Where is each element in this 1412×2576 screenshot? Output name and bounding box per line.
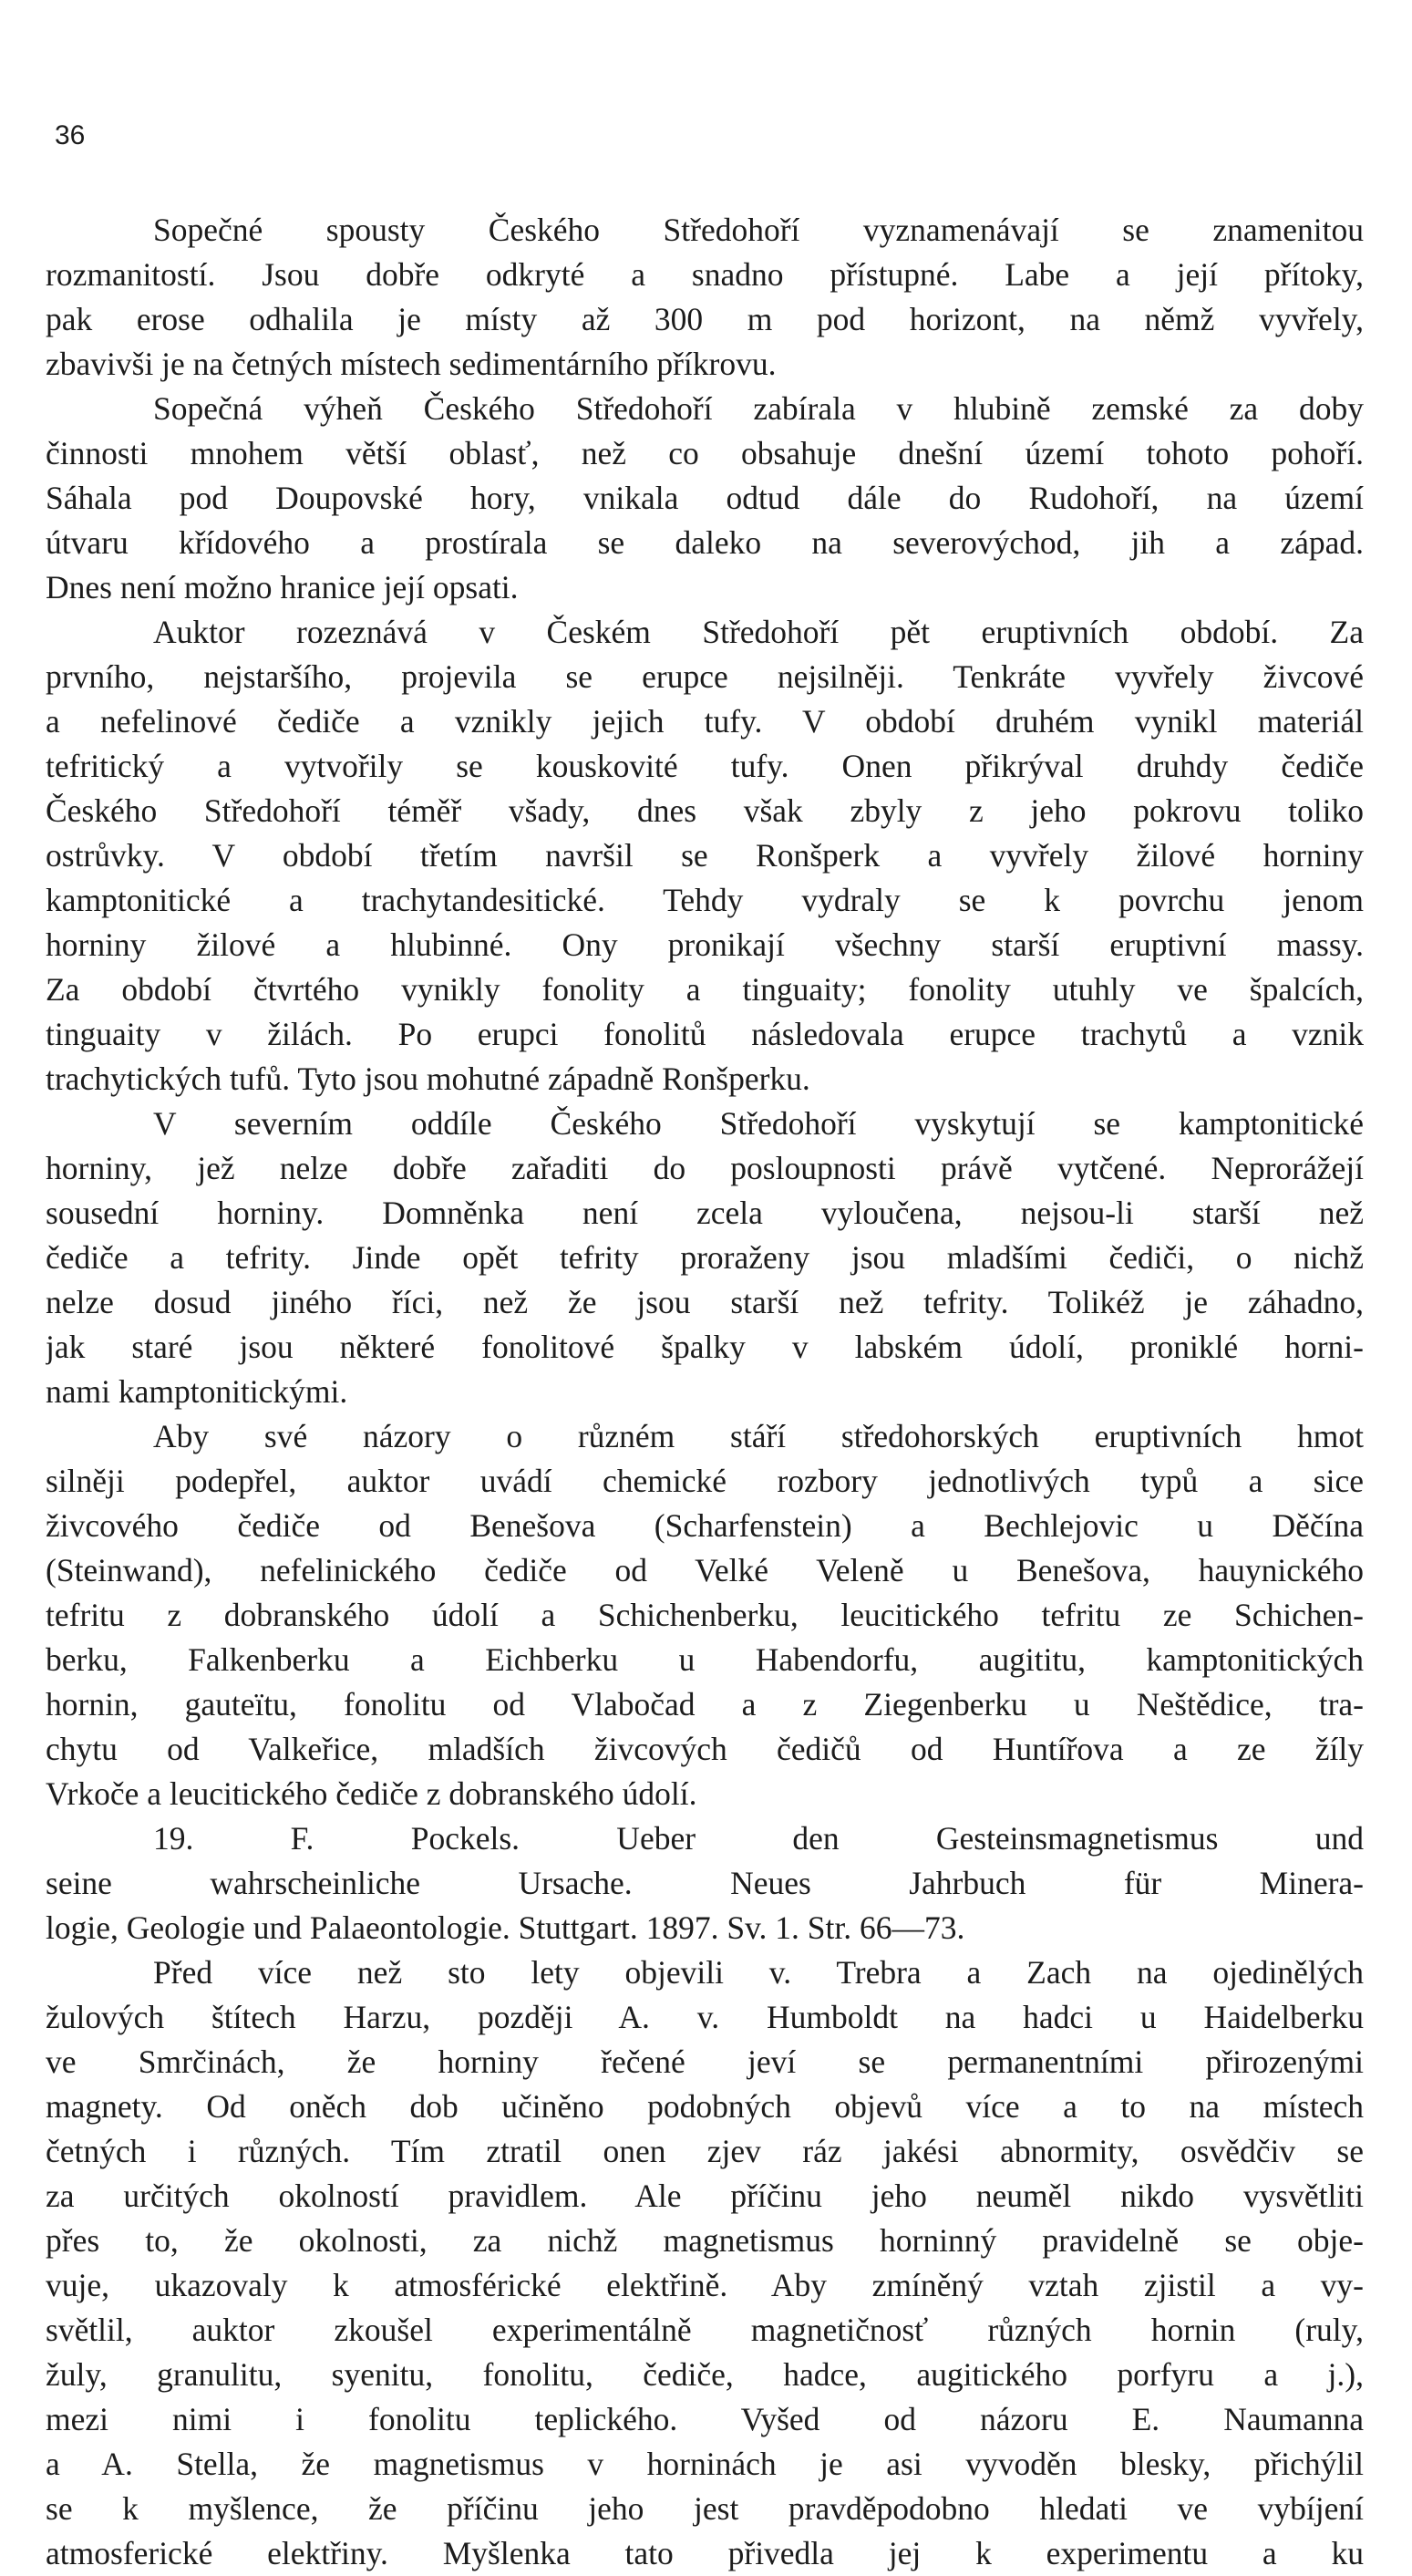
text-line: V severním oddíle Českého Středohoří vyskytují se kamptonitické [153, 1105, 1364, 1142]
text-line: Před více než sto lety objevili v. Trebra a Zach na ojedinělých [153, 1954, 1364, 1991]
text-line: a nefelinové čediče a vznikly jejich tufy. V období druhém vynikl materiál [46, 703, 1364, 740]
text-line: živcového čediče od Benešova (Scharfenstein) a Bechlejovic u Děčína [46, 1507, 1364, 1544]
text-line: činnosti mnohem větší oblasť, než co obsahuje dnešní území tohoto pohoří. [46, 435, 1364, 471]
text-line: útvaru křídového a prostírala se daleko na severovýchod, jih a západ. [46, 524, 1364, 561]
text-line: jak staré jsou některé fonolitové špalky v labském údolí, proniklé horni- [46, 1329, 1364, 1365]
text-line: žulových štítech Harzu, později A. v. Humboldt na hadci u Haidelberku [46, 1999, 1364, 2035]
text-line: sousední horniny. Domněnka není zcela vyloučena, nejsou-li starší než [46, 1195, 1364, 1231]
text-line: nelze dosud jiného říci, než že jsou starší než tefrity. Tolikéž je záhadno, [46, 1284, 1364, 1320]
text-line: magnety. Od oněch dob učiněno podobných objevů více a to na místech [46, 2088, 1364, 2125]
text-line: Sopečné spousty Českého Středohoří vyznamenávají se znamenitou [153, 212, 1364, 248]
text-line: trachytických tufů. Tyto jsou mohutné západně Ronšperku. [46, 1060, 810, 1097]
text-line: tefritický a vytvořily se kouskovité tufy. Onen přikrýval druhdy čediče [46, 748, 1364, 784]
text-line: zbavivši je na četných místech sedimentárního příkrovu. [46, 346, 777, 382]
text-line: nami kamptonitickými. [46, 1373, 348, 1410]
text-line: mezi nimi i fonolitu teplického. Vyšed od názoru E. Naumanna [46, 2401, 1364, 2437]
body-text [46, 208, 1364, 2576]
text-line: vuje, ukazovaly k atmosférické elektřině. Aby zmíněný vztah zjistil a vy- [46, 2267, 1364, 2303]
text-line: ostrůvky. V období třetím navršil se Ronšperk a vyvřely žilové horniny [46, 837, 1364, 874]
text-line: horniny, jež nelze dobře zařaditi do posloupnosti právě vytčené. Neprorážejí [46, 1150, 1364, 1186]
text-line: tinguaity v žilách. Po erupci fonolitů následovala erupce trachytů a vznik [46, 1016, 1364, 1052]
text-line: horniny žilové a hlubinné. Ony pronikají všechny starší eruptivní massy. [46, 926, 1364, 963]
text-line: Za období čtvrtého vynikly fonolity a tinguaity; fonolity utuhly ve špalcích, [46, 971, 1364, 1008]
text-line: ve Smrčinách, že horniny řečené jeví se permanentními přirozenými [46, 2043, 1364, 2080]
text-line: Vrkoče a leucitického čediče z dobranského údolí. [46, 1775, 697, 1812]
text-line: 19. F. Pockels. Ueber den Gesteinsmagnetismus und [153, 1820, 1364, 1857]
text-line: seine wahrscheinliche Ursache. Neues Jahrbuch für Minera- [46, 1865, 1364, 1901]
text-line: za určitých okolností pravidlem. Ale příčinu jeho neuměl nikdo vysvětliti [46, 2178, 1364, 2214]
text-line: a A. Stella, že magnetismus v horninách je asi vyvoděn blesky, přichýlil [46, 2446, 1364, 2482]
text-line: čediče a tefrity. Jinde opět tefrity proraženy jsou mladšími čediči, o nichž [46, 1239, 1364, 1276]
text-line: kamptonitické a trachytandesitické. Tehdy vydraly se k povrchu jenom [46, 882, 1364, 918]
text-line: silněji podepřel, auktor uvádí chemické rozbory jednotlivých typů a sice [46, 1463, 1364, 1499]
text-line: hornin, gauteïtu, fonolitu od Vlabočad a z Ziegenberku u Neštědice, tra- [46, 1686, 1364, 1723]
text-line: (Steinwand), nefelinického čediče od Velké Veleně u Benešova, hauynického [46, 1552, 1364, 1588]
text-line: chytu od Valkeřice, mladších živcových čedičů od Huntířova a ze žíly [46, 1731, 1364, 1767]
text-line: Českého Středohoří téměř všady, dnes však zbyly z jeho pokrovu toliko [46, 792, 1364, 829]
text-line: Auktor rozeznává v Českém Středohoří pět eruptivních období. Za [153, 614, 1364, 650]
text-line: Dnes není možno hranice její opsati. [46, 569, 519, 605]
text-line: světlil, auktor zkoušel experimentálně magnetičnosť různých hornin (ruly, [46, 2312, 1364, 2348]
text-line: pak erose odhalila je místy až 300 m pod horizont, na němž vyvřely, [46, 301, 1364, 337]
text-line: rozmanitostí. Jsou dobře odkryté a snadno přístupné. Labe a její přítoky, [46, 256, 1364, 293]
text-line: berku, Falkenberku a Eichberku u Habendorfu, augititu, kamptonitických [46, 1641, 1364, 1678]
text-line: Sáhala pod Doupovské hory, vnikala odtud dále do Rudohoří, na území [46, 480, 1364, 516]
text-line: Sopečná výheň Českého Středohoří zabírala v hlubině zemské za doby [153, 390, 1364, 427]
text-line: se k myšlence, že příčinu jeho jest pravděpodobno hledati ve vybíjení [46, 2490, 1364, 2527]
text-line: četných i různých. Tím ztratil onen zjev ráz jakési abnormity, osvědčiv se [46, 2133, 1364, 2169]
text-line: logie, Geologie und Palaeontologie. Stuttgart. 1897. Sv. 1. Str. 66—73. [46, 1909, 965, 1946]
page-number: 36 [55, 120, 86, 150]
text-line: tefritu z dobranského údolí a Schichenberku, leucitického tefritu ze Schichen- [46, 1597, 1364, 1633]
text-line: Aby své názory o různém stáří středohorských eruptivních hmot [153, 1418, 1364, 1454]
text-line: prvního, nejstaršího, projevila se erupce nejsilněji. Tenkráte vyvřely živcové [46, 658, 1364, 695]
text-line: přes to, že okolnosti, za nichž magnetismus horninný pravidelně se obje- [46, 2222, 1364, 2259]
text-line: žuly, granulitu, syenitu, fonolitu, čediče, hadce, augitického porfyru a j.), [46, 2356, 1364, 2393]
text-line: atmosferické elektřiny. Myšlenka tato přivedla jej k experimentu a ku [46, 2535, 1364, 2571]
